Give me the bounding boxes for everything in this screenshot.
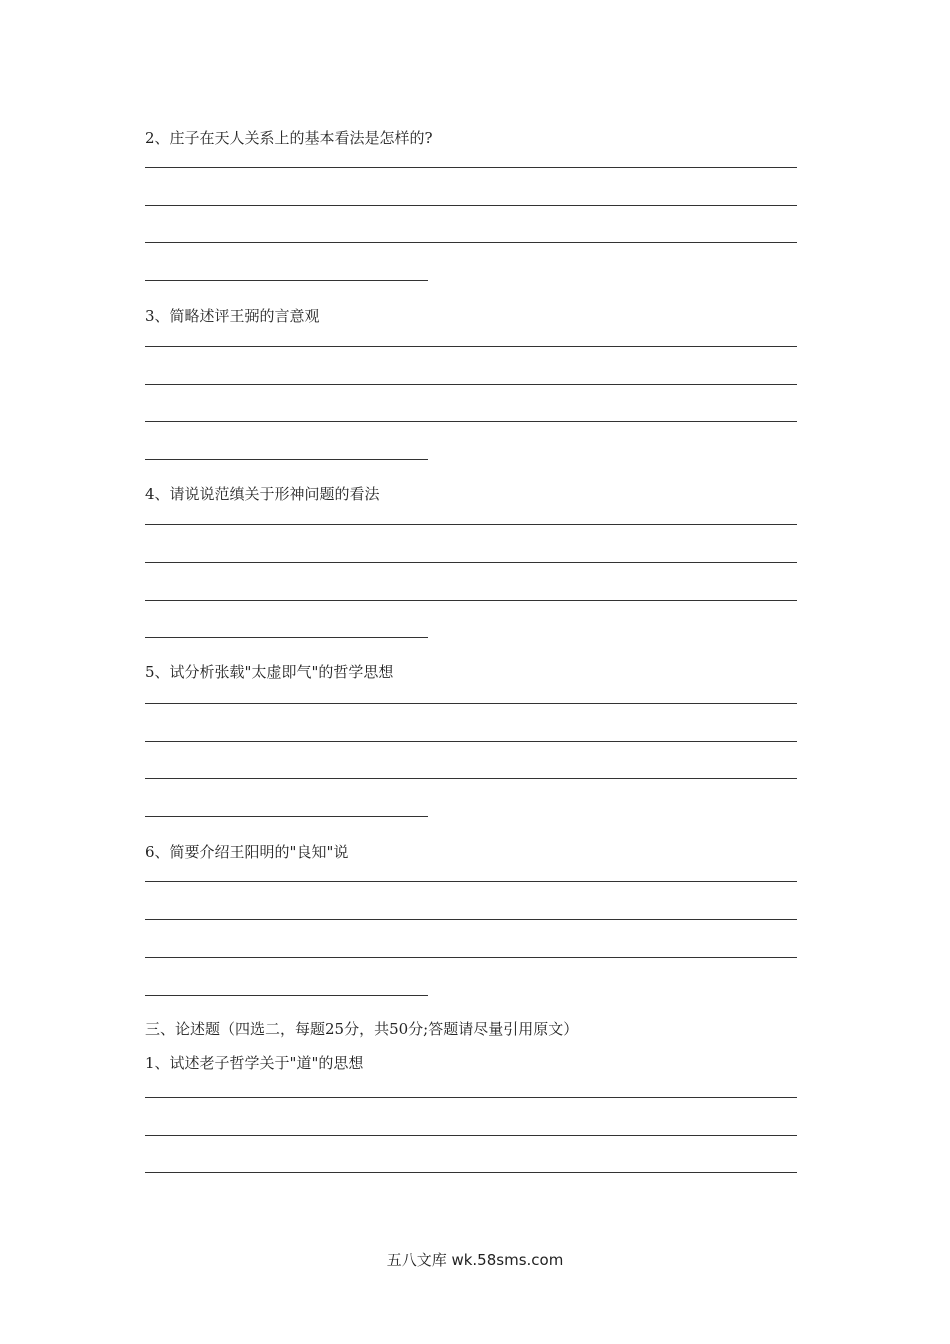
answer-line (145, 524, 797, 525)
question-3: 3、简略述评王弼的言意观 (145, 307, 320, 325)
answer-line (145, 703, 797, 704)
answer-line (145, 741, 797, 742)
answer-line (145, 242, 797, 243)
answer-line (145, 167, 797, 168)
answer-line (145, 384, 797, 385)
question-6: 6、简要介绍王阳明的"良知"说 (145, 843, 349, 861)
answer-line-short (145, 816, 428, 817)
answer-line (145, 562, 797, 563)
answer-line (145, 1097, 797, 1098)
answer-line (145, 1135, 797, 1136)
answer-line-short (145, 637, 428, 638)
answer-line (145, 600, 797, 601)
section-3-question-1: 1、试述老子哲学关于"道"的思想 (145, 1054, 364, 1072)
answer-line (145, 778, 797, 779)
answer-line (145, 881, 797, 882)
section-3-heading: 三、论述题（四选二，每题25分，共50分;答题请尽量引用原文） (145, 1020, 579, 1038)
footer-watermark: 五八文库 wk.58sms.com (386, 1251, 564, 1269)
answer-line (145, 205, 797, 206)
answer-line (145, 919, 797, 920)
answer-line (145, 346, 797, 347)
answer-line-short (145, 280, 428, 281)
answer-line-short (145, 459, 428, 460)
question-5: 5、试分析张载"太虚即气"的哲学思想 (145, 663, 394, 681)
answer-line (145, 1172, 797, 1173)
question-4: 4、请说说范缜关于形神问题的看法 (145, 485, 380, 503)
answer-line (145, 957, 797, 958)
answer-line (145, 421, 797, 422)
question-2: 2、庄子在天人关系上的基本看法是怎样的? (145, 129, 433, 147)
answer-line-short (145, 995, 428, 996)
